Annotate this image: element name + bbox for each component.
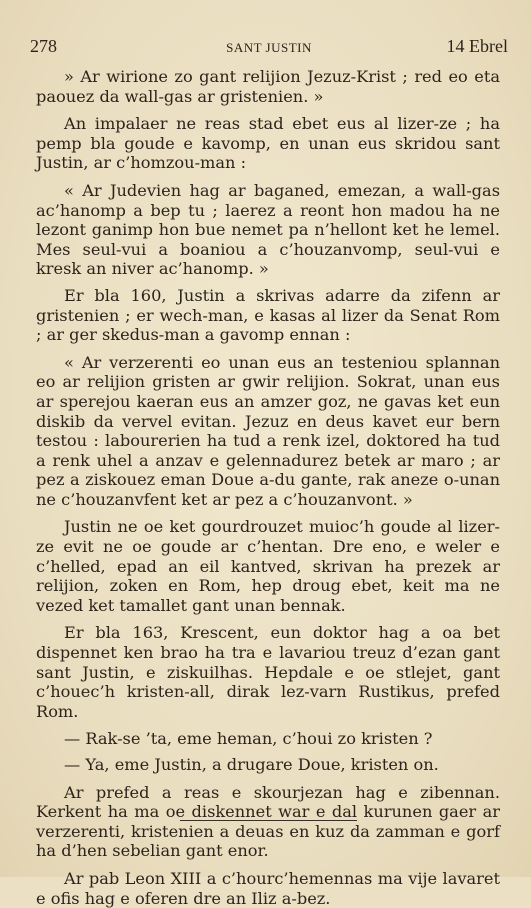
dialogue-line: — Ya, eme Justin, a drugare Doue, kristen on. [64,755,439,774]
paragraph: Ar prefed a reas e skourjezan hag e zibennan. Kerkent ha ma oe diskennet war e dal kurunen gaer ar verzerenti, kristenien a deuas en kuz da zamman e gorf ha d’hen sebelian gant enor. [36,782,500,861]
running-title: SANT JUSTIN [226,40,312,55]
page-body [36,67,500,908]
paragraph: « Ar Judevien hag ar baganed, emezan, a wall-gas ac’hanomp a bep tu ; laerez a reont hon madou ha ne lezont ganimp hon bue nemet pa n’hellont ket he lemel. Mes seul-vui a boaniou a c’houzanvomp, seul-vui e kresk an niver ac’hanomp. » [36,180,500,279]
end-rule [180,820,357,821]
dialogue-line: — Rak-se ’ta, eme heman, c’houi zo kristen ? [64,729,433,749]
paragraph: An impalaer ne reas stad ebet eus al lizer-ze ; ha pemp bla goude e kavomp, en unan eus skridou sant Justin, ar c’homzou-man : [36,114,500,173]
paragraph: Justin ne oe ket gourdrouzet muioc’h goude al lizer-ze evit ne oe goude ar c’hentan. Dre eno, e weler e c’helled, epad an eil kantved, skrivan ha prezek ar relijion, zoken en Rom, hep droug ebet, keit ma ne vezed ket tamallet gant unan bennak. [36,517,500,615]
paragraph: Er bla 160, Justin a skrivas adarre da zifenn ar gristenien ; er wech-man, e kasas al lizer da Senat Rom ; ar ger skedus-man a gavomp ennan : [36,285,500,345]
paragraph: » Ar wirione zo gant relijion Jezuz-Krist ; red eo eta paouez da wall-gas ar gristenien. » [36,67,500,106]
paragraph: « Ar verzerenti eo unan eus an testeniou splannan eo ar relijion gristen ar gwir relijion. Sokrat, unan eus ar sperejou kaeran eus an amzer goz, ne gavas ket eun diskib da vervel evitan. Jezuz en deus kavet eur bern testou : labourerien ha tud a renk izel, doktored ha tud a renk uhel a anzav e gelennadurez betek ar maro ; ar pez a ziskouez eman Doue a-du gante, rak aneze o-unan ne c’houzanvfent ket ar pez a c’houzanvont. » [36,352,500,509]
page-number: 278 [30,36,57,56]
page-header [30,36,508,58]
paragraph: Ar pab Leon XIII a c’hourc’hemennas ma vije lavaret e ofis hag e oferen dre an Iliz a-bez. [36,868,500,908]
paragraph: Er bla 163, Krescent, eun doktor hag a oa bet dispennet ken brao ha tra e lavariou treuz d’ezan gant sant Justin, e ziskuilhas. Hepdale e oe stlejet, gant c’houec’h kristen-all, dirak lez-varn Rustikus, prefed Rom. [36,623,500,721]
header-date: 14 Ebrel [446,36,508,56]
